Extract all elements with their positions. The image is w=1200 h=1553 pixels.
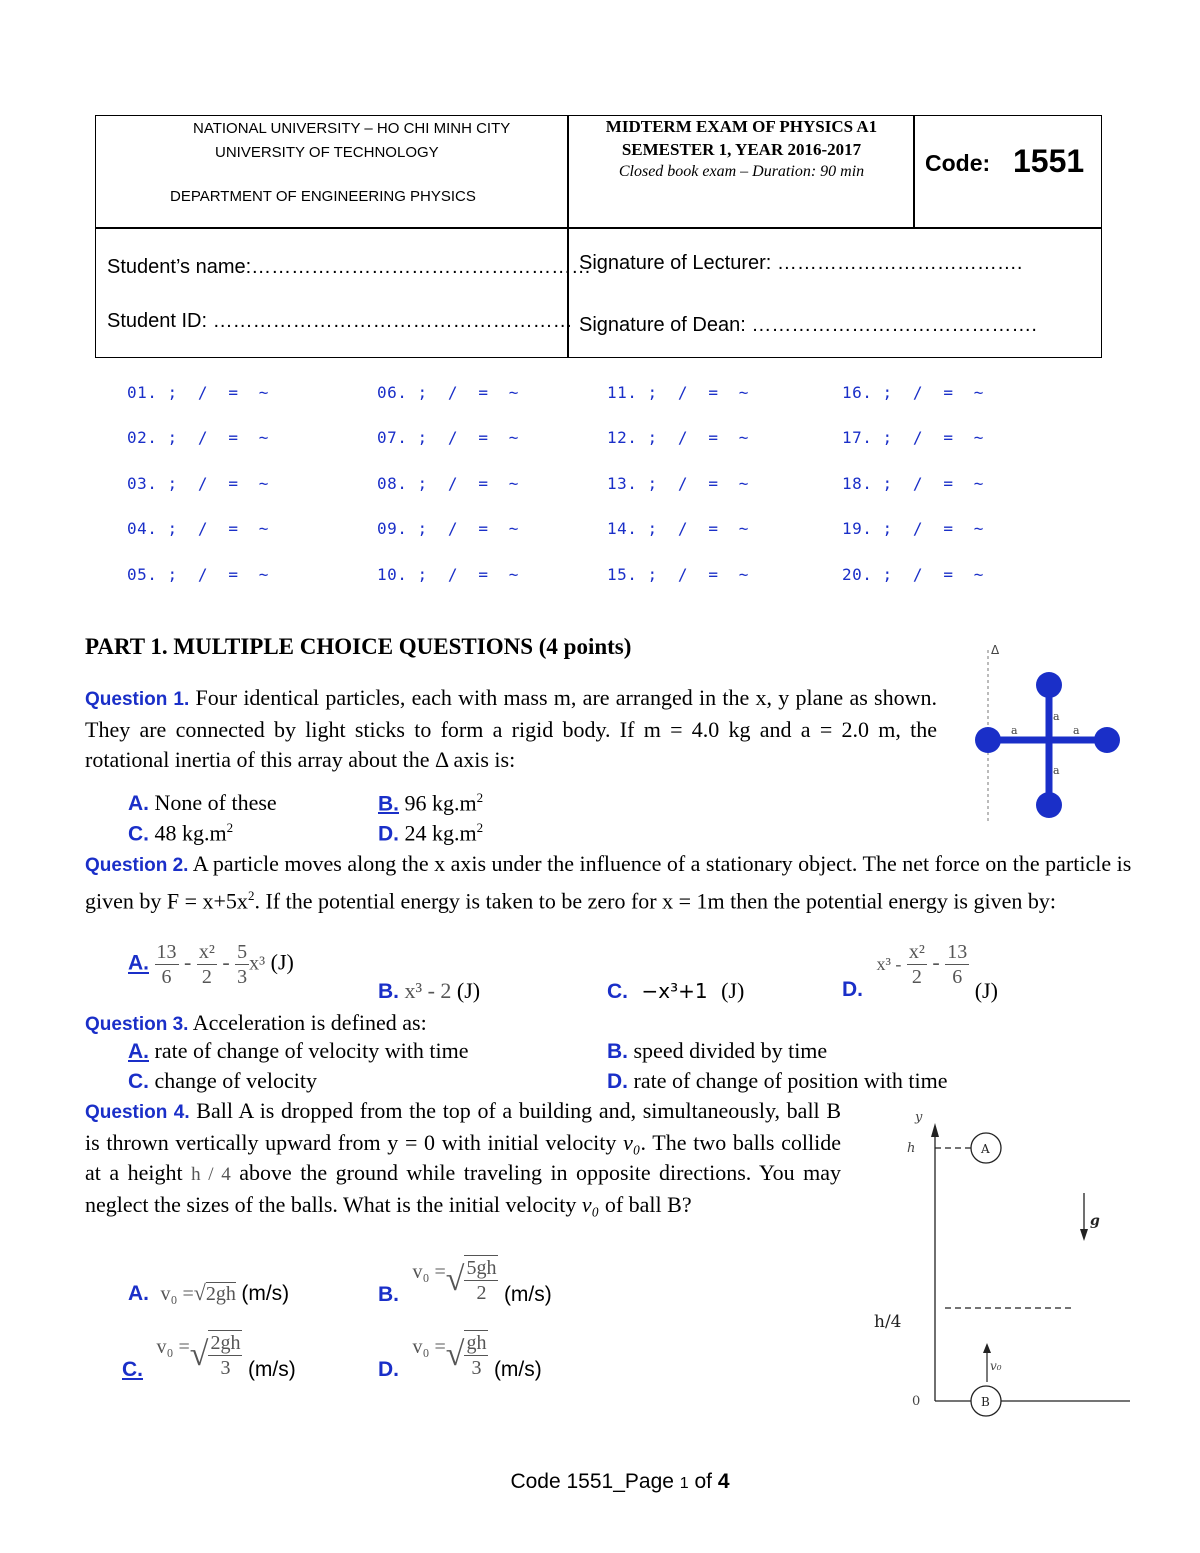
dimension-label: a bbox=[1073, 724, 1080, 737]
origin-label: 0 bbox=[912, 1394, 921, 1409]
student-name-field[interactable]: Student’s name:…………………………………………… bbox=[107, 256, 592, 278]
header-divider-horizontal bbox=[95, 227, 1102, 229]
answer-row[interactable]: 08. ; / = ~ bbox=[377, 474, 519, 493]
header-divider-code bbox=[913, 115, 915, 228]
dean-signature-field[interactable]: Signature of Dean: ……………………………………. bbox=[579, 314, 1037, 336]
answer-row[interactable]: 19. ; / = ~ bbox=[842, 519, 984, 538]
answer-row[interactable]: 18. ; / = ~ bbox=[842, 474, 984, 493]
question-label: Question 2. bbox=[85, 855, 189, 876]
q4-option-c[interactable]: C. v₀ =√ $\frac{2gh}{3}$ (m/s) bbox=[122, 1332, 296, 1381]
code-label: Code: bbox=[925, 150, 991, 176]
q1-option-c[interactable]: C. 48 $kg.m^2$ bbox=[128, 820, 234, 846]
answer-row[interactable]: 15. ; / = ~ bbox=[607, 565, 749, 584]
lecturer-signature-field[interactable]: Signature of Lecturer: ………………………………. bbox=[579, 252, 1023, 274]
q3-option-a[interactable]: A. rate of change of velocity with time bbox=[128, 1038, 469, 1063]
q1-option-a[interactable]: A. None of these bbox=[128, 790, 277, 815]
answer-row[interactable]: 01. ; / = ~ bbox=[127, 383, 269, 402]
department-name: DEPARTMENT OF ENGINEERING PHYSICS bbox=[170, 188, 476, 205]
q2-option-c[interactable]: C. −x³+1 (J) bbox=[607, 978, 745, 1003]
q4-building-figure bbox=[860, 1105, 1140, 1425]
q2-option-d[interactable]: D. x³ - $\frac{\text{x²}}{2}$ - $\frac{13}{6}$ (J) bbox=[842, 941, 998, 1003]
dimension-label: a bbox=[1053, 764, 1060, 777]
question-label: Question 1. bbox=[85, 689, 190, 710]
answer-row[interactable]: 04. ; / = ~ bbox=[127, 519, 269, 538]
gravity-label: g bbox=[1090, 1213, 1100, 1229]
page-footer: Code 1551_Page 1 of 4 bbox=[510, 1470, 730, 1493]
answer-row[interactable]: 10. ; / = ~ bbox=[377, 565, 519, 584]
university-name: NATIONAL UNIVERSITY – HO CHI MINH CITY bbox=[193, 120, 511, 137]
q2-option-a[interactable]: A. $\frac{13}{6}$ - $\frac{\text{x²}}{2}$ - $\frac{5}{3}$ x³ (J) bbox=[128, 941, 294, 988]
q3-option-c[interactable]: C. change of velocity bbox=[128, 1068, 317, 1093]
question-label: Question 3. bbox=[85, 1014, 189, 1035]
question-2: Question 2. A particle moves along the x axis under the influence of a stationary object. The net force on the particle is given by $F = x+5x^2$. If the potential energy is taken to be zero for x = 1m then the potential energy is given by: bbox=[85, 851, 1132, 914]
dimension-label: a bbox=[1053, 710, 1060, 723]
q3-option-d[interactable]: D. rate of change of position with time bbox=[607, 1068, 948, 1093]
question-1 bbox=[85, 683, 937, 775]
student-id-field[interactable]: Student ID: ……………………………………………… bbox=[107, 310, 573, 332]
q4-option-b[interactable]: B. v₀ =√ $\frac{5gh}{2}$ (m/s) bbox=[378, 1257, 552, 1306]
exam-title: MIDTERM EXAM OF PHYSICS A1 bbox=[605, 117, 878, 136]
exam-note: Closed book exam – Duration: 90 min bbox=[618, 163, 865, 180]
q1-cross-figure bbox=[970, 640, 1130, 825]
answer-row[interactable]: 13. ; / = ~ bbox=[607, 474, 749, 493]
answer-row[interactable]: 20. ; / = ~ bbox=[842, 565, 984, 584]
question-label: Question 4. bbox=[85, 1102, 190, 1123]
answer-row[interactable]: 05. ; / = ~ bbox=[127, 565, 269, 584]
ball-a-label: A bbox=[981, 1142, 990, 1156]
answer-row[interactable]: 02. ; / = ~ bbox=[127, 428, 269, 447]
answer-row[interactable]: 17. ; / = ~ bbox=[842, 428, 984, 447]
answer-row[interactable]: 14. ; / = ~ bbox=[607, 519, 749, 538]
quarter-height-label: h/4 bbox=[874, 1312, 902, 1332]
answer-row[interactable]: 09. ; / = ~ bbox=[377, 519, 519, 538]
answer-row[interactable]: 06. ; / = ~ bbox=[377, 383, 519, 402]
answer-row[interactable]: 11. ; / = ~ bbox=[607, 383, 749, 402]
university-sub: UNIVERSITY OF TECHNOLOGY bbox=[215, 144, 439, 161]
answer-row[interactable]: 12. ; / = ~ bbox=[607, 428, 749, 447]
part1-title: PART 1. MULTIPLE CHOICE QUESTIONS (4 points) bbox=[85, 634, 632, 659]
question-text: Four identical particles, each with mass m, are arranged in the x, y plane as shown. They are connected by light sticks to form a rigid body. If m = 4.0 kg and a = 2.0 m, the rotational inertia of this array about the Δ axis is: bbox=[85, 685, 937, 772]
v0-label: v₀ bbox=[990, 1359, 1002, 1373]
q1-option-b[interactable]: B. 96 $kg.m^2$ bbox=[378, 790, 484, 816]
ball-b-label: B bbox=[981, 1395, 990, 1409]
dimension-label: a bbox=[1011, 724, 1018, 737]
answer-row[interactable]: 03. ; / = ~ bbox=[127, 474, 269, 493]
height-label: h bbox=[907, 1141, 916, 1156]
exam-semester: SEMESTER 1, YEAR 2016-2017 bbox=[621, 140, 862, 159]
axis-label: Δ bbox=[991, 643, 1000, 657]
q3-option-b[interactable]: B. speed divided by time bbox=[607, 1038, 828, 1063]
q4-option-d[interactable]: D. v₀ =√ $\frac{gh}{3}$ (m/s) bbox=[378, 1332, 542, 1381]
question-4: Question 4. Ball A is dropped from the top of a building and, simultaneously, ball B is thrown vertically upward from y = 0 with initial velocity v₀. The two balls collide at a height h / 4 above the ground while traveling in opposite directions. You may neglect the sizes of the balls. What is the initial velocity v₀ of ball B? bbox=[85, 1098, 842, 1217]
q1-option-d[interactable]: D. 24 $kg.m^2$ bbox=[378, 820, 484, 846]
question-3: Question 3. Acceleration is defined as: bbox=[85, 1010, 427, 1035]
q2-option-b[interactable]: B. x³ - 2 (J) bbox=[378, 978, 481, 1003]
y-axis-label: y bbox=[915, 1110, 923, 1125]
q4-option-a[interactable]: A. v₀ =√2gh (m/s) bbox=[128, 1280, 290, 1305]
answer-row[interactable]: 07. ; / = ~ bbox=[377, 428, 519, 447]
code-value: 1551 bbox=[1013, 143, 1085, 179]
answer-row[interactable]: 16. ; / = ~ bbox=[842, 383, 984, 402]
